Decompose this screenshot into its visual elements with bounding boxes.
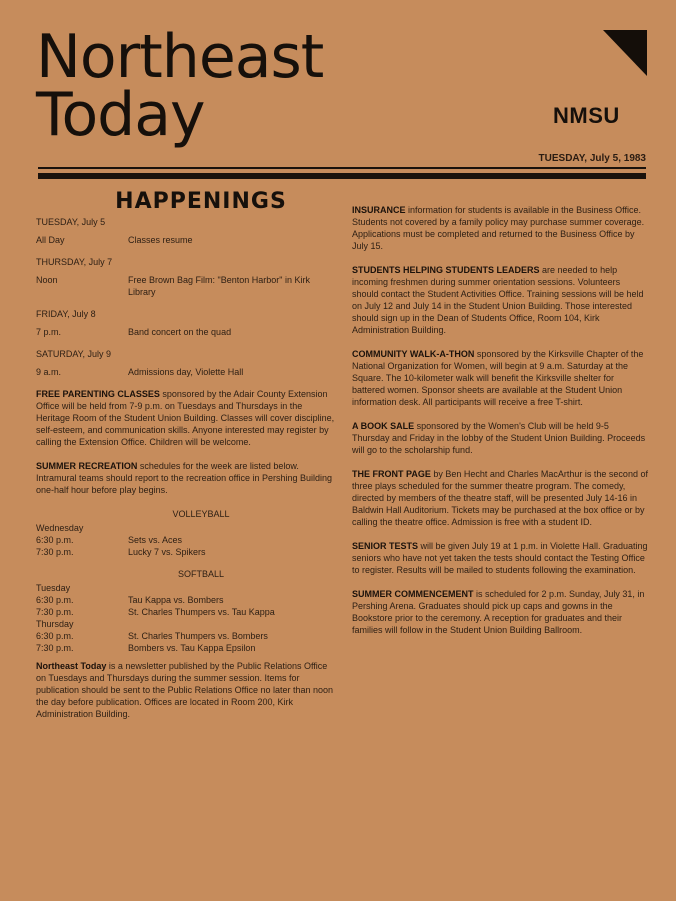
day-label: FRIDAY, July 8 bbox=[36, 309, 96, 319]
announcement-body: is scheduled for 2 p.m. Sunday, July 31, in Pershing Arena. Graduates should pick up caps and gowns in the Bookstore prior to the ceremony. A reception for graduates and their families will follow in the Student Union Building Ballroom. bbox=[352, 589, 645, 635]
announcement-body: information for students is available in the Business Office. Students not covered by a family policy may purchase summer coverage. Applications must be completed and returned to the Business Office by July 15. bbox=[352, 205, 645, 251]
masthead-rule-thin bbox=[38, 167, 646, 169]
announcement-paragraph bbox=[352, 420, 648, 456]
announcement-paragraph bbox=[352, 348, 648, 408]
announcement-lead: INSURANCE bbox=[352, 205, 406, 215]
announcement-paragraph bbox=[352, 468, 648, 528]
event-text: Free Brown Bag Film: "Benton Harbor" in Kirk Library bbox=[128, 275, 310, 297]
announcement-lead: COMMUNITY WALK-A-THON bbox=[352, 349, 475, 359]
announcement-body: sponsored by the Kirksville Chapter of the National Organization for Women, will begin at 9 a.m. Saturday at the Square. The 10-kilometer walk will benefit the Kirksville shelter for battered women. Sponsor sheets are available at the Student Union information desk. All participants will receive a free T-shirt. bbox=[352, 349, 644, 407]
schedule-row bbox=[36, 546, 336, 558]
event-row bbox=[36, 326, 336, 338]
happenings-heading: HAPPENINGS bbox=[115, 189, 287, 214]
masthead-title bbox=[36, 22, 456, 150]
schedule-match: Sets vs. Aces bbox=[128, 535, 183, 545]
event-time: 7 p.m. bbox=[36, 327, 62, 337]
schedule-day: Tuesday bbox=[36, 583, 71, 593]
happenings-day-3 bbox=[36, 348, 336, 378]
right-column bbox=[352, 204, 648, 648]
event-time: All Day bbox=[36, 235, 65, 245]
happenings-day-1 bbox=[36, 256, 336, 298]
dateline: TUESDAY, July 5, 1983 bbox=[538, 153, 646, 164]
org-label: NMSU bbox=[553, 103, 620, 128]
schedule-match: Bombers vs. Tau Kappa Epsilon bbox=[128, 643, 256, 653]
event-row bbox=[36, 366, 336, 378]
day-label: TUESDAY, July 5 bbox=[36, 217, 106, 227]
day-label: SATURDAY, July 9 bbox=[36, 349, 112, 359]
announcement-paragraph bbox=[352, 264, 648, 336]
schedule-day: Thursday bbox=[36, 619, 74, 629]
corner-triangle-icon bbox=[603, 30, 647, 76]
announcement-lead: FREE PARENTING CLASSES bbox=[36, 389, 160, 399]
schedule-time: 6:30 p.m. bbox=[36, 595, 74, 605]
schedule-time: 6:30 p.m. bbox=[36, 535, 74, 545]
announcement-lead: A BOOK SALE bbox=[352, 421, 415, 431]
left-column bbox=[36, 189, 336, 732]
day-label: THURSDAY, July 7 bbox=[36, 257, 113, 267]
announcement-lead: THE FRONT PAGE bbox=[352, 469, 431, 479]
schedule-match: Tau Kappa vs. Bombers bbox=[128, 595, 224, 605]
event-row bbox=[36, 234, 336, 246]
event-text: Band concert on the quad bbox=[128, 327, 232, 337]
schedule-match: St. Charles Thumpers vs. Tau Kappa bbox=[128, 607, 275, 617]
publication-note-body: is a newsletter published by the Public Relations Office on Tuesdays and Thursdays during the summer session. Items for publication should be sent to the Public Relations Office no later than noon the day before publication. Offices are located in Room 200, Kirk Administration Building. bbox=[36, 661, 334, 719]
schedule-time: 7:30 p.m. bbox=[36, 643, 74, 653]
schedule-time: 6:30 p.m. bbox=[36, 631, 74, 641]
announcement-lead: STUDENTS HELPING STUDENTS LEADERS bbox=[352, 265, 540, 275]
publication-note bbox=[36, 660, 336, 720]
softball-schedule bbox=[36, 568, 336, 654]
announcement-paragraph bbox=[352, 588, 648, 636]
announcement-body: are needed to help incoming freshmen during summer orientation sessions. Volunteers should contact the Student Activities Office. Training sessions will be held on July 12 and July 14 in the Student Union Building. Those interested should sign up in the Dean of Students Office, Room 104, Kirk Administration Building. bbox=[352, 265, 644, 335]
schedule-match: Lucky 7 vs. Spikers bbox=[128, 547, 206, 557]
event-time: 9 a.m. bbox=[36, 367, 62, 377]
announcement-lead: SENIOR TESTS bbox=[352, 541, 419, 551]
schedule-time: 7:30 p.m. bbox=[36, 547, 74, 557]
event-row bbox=[36, 274, 336, 298]
announcement-body: will be given July 19 at 1 p.m. in Violette Hall. Graduating seniors who have not yet taken the tests should contact the Testing Office to register. Results will be mailed to students following the examination. bbox=[352, 541, 648, 575]
schedule-day: Wednesday bbox=[36, 523, 84, 533]
announcement-paragraph bbox=[352, 540, 648, 576]
announcement-lead: SUMMER RECREATION bbox=[36, 461, 138, 471]
spacer bbox=[36, 558, 336, 564]
schedule-row bbox=[36, 594, 336, 606]
masthead-rule-thick bbox=[38, 173, 646, 179]
announcement-paragraph bbox=[352, 204, 648, 252]
announcement-paragraph bbox=[36, 460, 336, 496]
schedule-match: St. Charles Thumpers vs. Bombers bbox=[128, 631, 268, 641]
announcement-body: sponsored by the Adair County Extension Office will be held from 7-9 p.m. on Tuesdays and Thursdays in the Heritage Room of the Student Union Building. Classes will cover discipline, self-esteem, and communication skills. Anyone interested may register by calling the Extension Office. Children will be welcome. bbox=[36, 389, 335, 447]
happenings-day-0 bbox=[36, 216, 336, 246]
masthead-title-line2: Today bbox=[36, 80, 205, 150]
event-text: Admissions day, Violette Hall bbox=[128, 367, 244, 377]
schedule-row bbox=[36, 534, 336, 546]
schedule-row bbox=[36, 606, 336, 618]
happenings-day-2 bbox=[36, 308, 336, 338]
announcement-lead: SUMMER COMMENCEMENT bbox=[352, 589, 474, 599]
schedule-time: 7:30 p.m. bbox=[36, 607, 74, 617]
volleyball-schedule bbox=[36, 508, 336, 558]
announcement-body: sponsored by the Women's Club will be held 9-5 Thursday and Friday in the lobby of the Student Union Building. Proceeds will go to the scholarship fund. bbox=[352, 421, 646, 455]
schedule-row bbox=[36, 642, 336, 654]
publication-note-lead: Northeast Today bbox=[36, 661, 107, 671]
event-text: Classes resume bbox=[128, 235, 193, 245]
announcement-body: schedules for the week are listed below. Intramural teams should report to the recreation office in Pershing Building one-half hour before play begins. bbox=[36, 461, 332, 495]
schedule-row bbox=[36, 630, 336, 642]
announcement-paragraph bbox=[36, 388, 336, 448]
schedule-heading: VOLLEYBALL bbox=[172, 509, 230, 519]
event-time: Noon bbox=[36, 275, 58, 285]
schedule-heading: SOFTBALL bbox=[177, 569, 224, 579]
masthead-title-line1: Northeast bbox=[36, 22, 324, 92]
announcement-body: by Ben Hecht and Charles MacArthur is the second of three plays scheduled for the summer theatre program. The comedy, directed by members of the theatre staff, will be presented July 14-16 in Baldwin Hall Auditorium. Tickets may be purchased at the box office or by calling the theatre office. Admission is free with a student ID. bbox=[352, 469, 648, 527]
